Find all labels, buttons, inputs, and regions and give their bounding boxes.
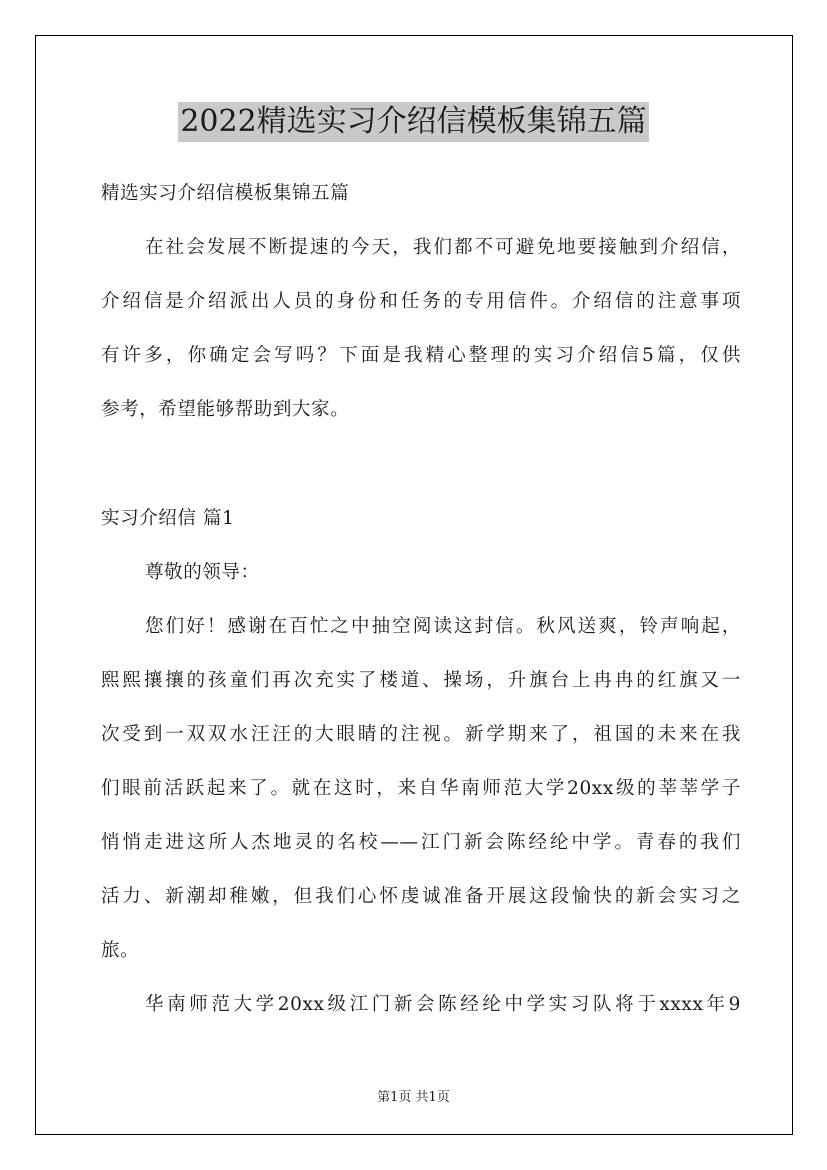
document-title: 2022精选实习介绍信模板集锦五篇 (178, 102, 648, 142)
body-line-5: 悄悄走进这所人杰地灵的名校——江门新会陈经纶中学。青春的我们 (101, 832, 741, 853)
title-container (0, 102, 827, 142)
document-subtitle: 精选实习介绍信模板集锦五篇 (101, 183, 350, 204)
body-line-4: 们眼前活跃起来了。就在这时，来自华南师范大学20xx级的莘莘学子 (101, 778, 741, 799)
body-line-2: 熙熙攘攘的孩童们再次充实了楼道、操场，升旗台上冉冉的红旗又一 (101, 670, 741, 691)
body-line-3: 次受到一双双水汪汪的大眼睛的注视。新学期来了，祖国的未来在我 (101, 724, 741, 745)
body-line-1: 您们好！感谢在百忙之中抽空阅读这封信。秋风送爽，铃声响起， (145, 616, 741, 637)
intro-line-1: 在社会发展不断提速的今天，我们都不可避免地要接触到介绍信， (145, 237, 741, 258)
intro-line-4: 参考，希望能够帮助到大家。 (101, 399, 350, 420)
body-line-6: 活力、新潮却稚嫩，但我们心怀虔诚准备开展这段愉快的新会实习之 (101, 886, 741, 907)
salutation: 尊敬的领导： (145, 562, 260, 583)
section-heading: 实习介绍信 篇1 (101, 508, 235, 529)
page-footer: 第1页 共1页 (377, 1090, 450, 1105)
intro-line-2: 介绍信是介绍派出人员的身份和任务的专用信件。介绍信的注意事项 (101, 291, 741, 312)
body-last-line: 华南师范大学20xx级江门新会陈经纶中学实习队将于xxxx年9 (145, 994, 741, 1015)
intro-line-3: 有许多，你确定会写吗？下面是我精心整理的实习介绍信5篇，仅供 (101, 345, 741, 366)
body-line-7: 旅。 (101, 940, 140, 961)
